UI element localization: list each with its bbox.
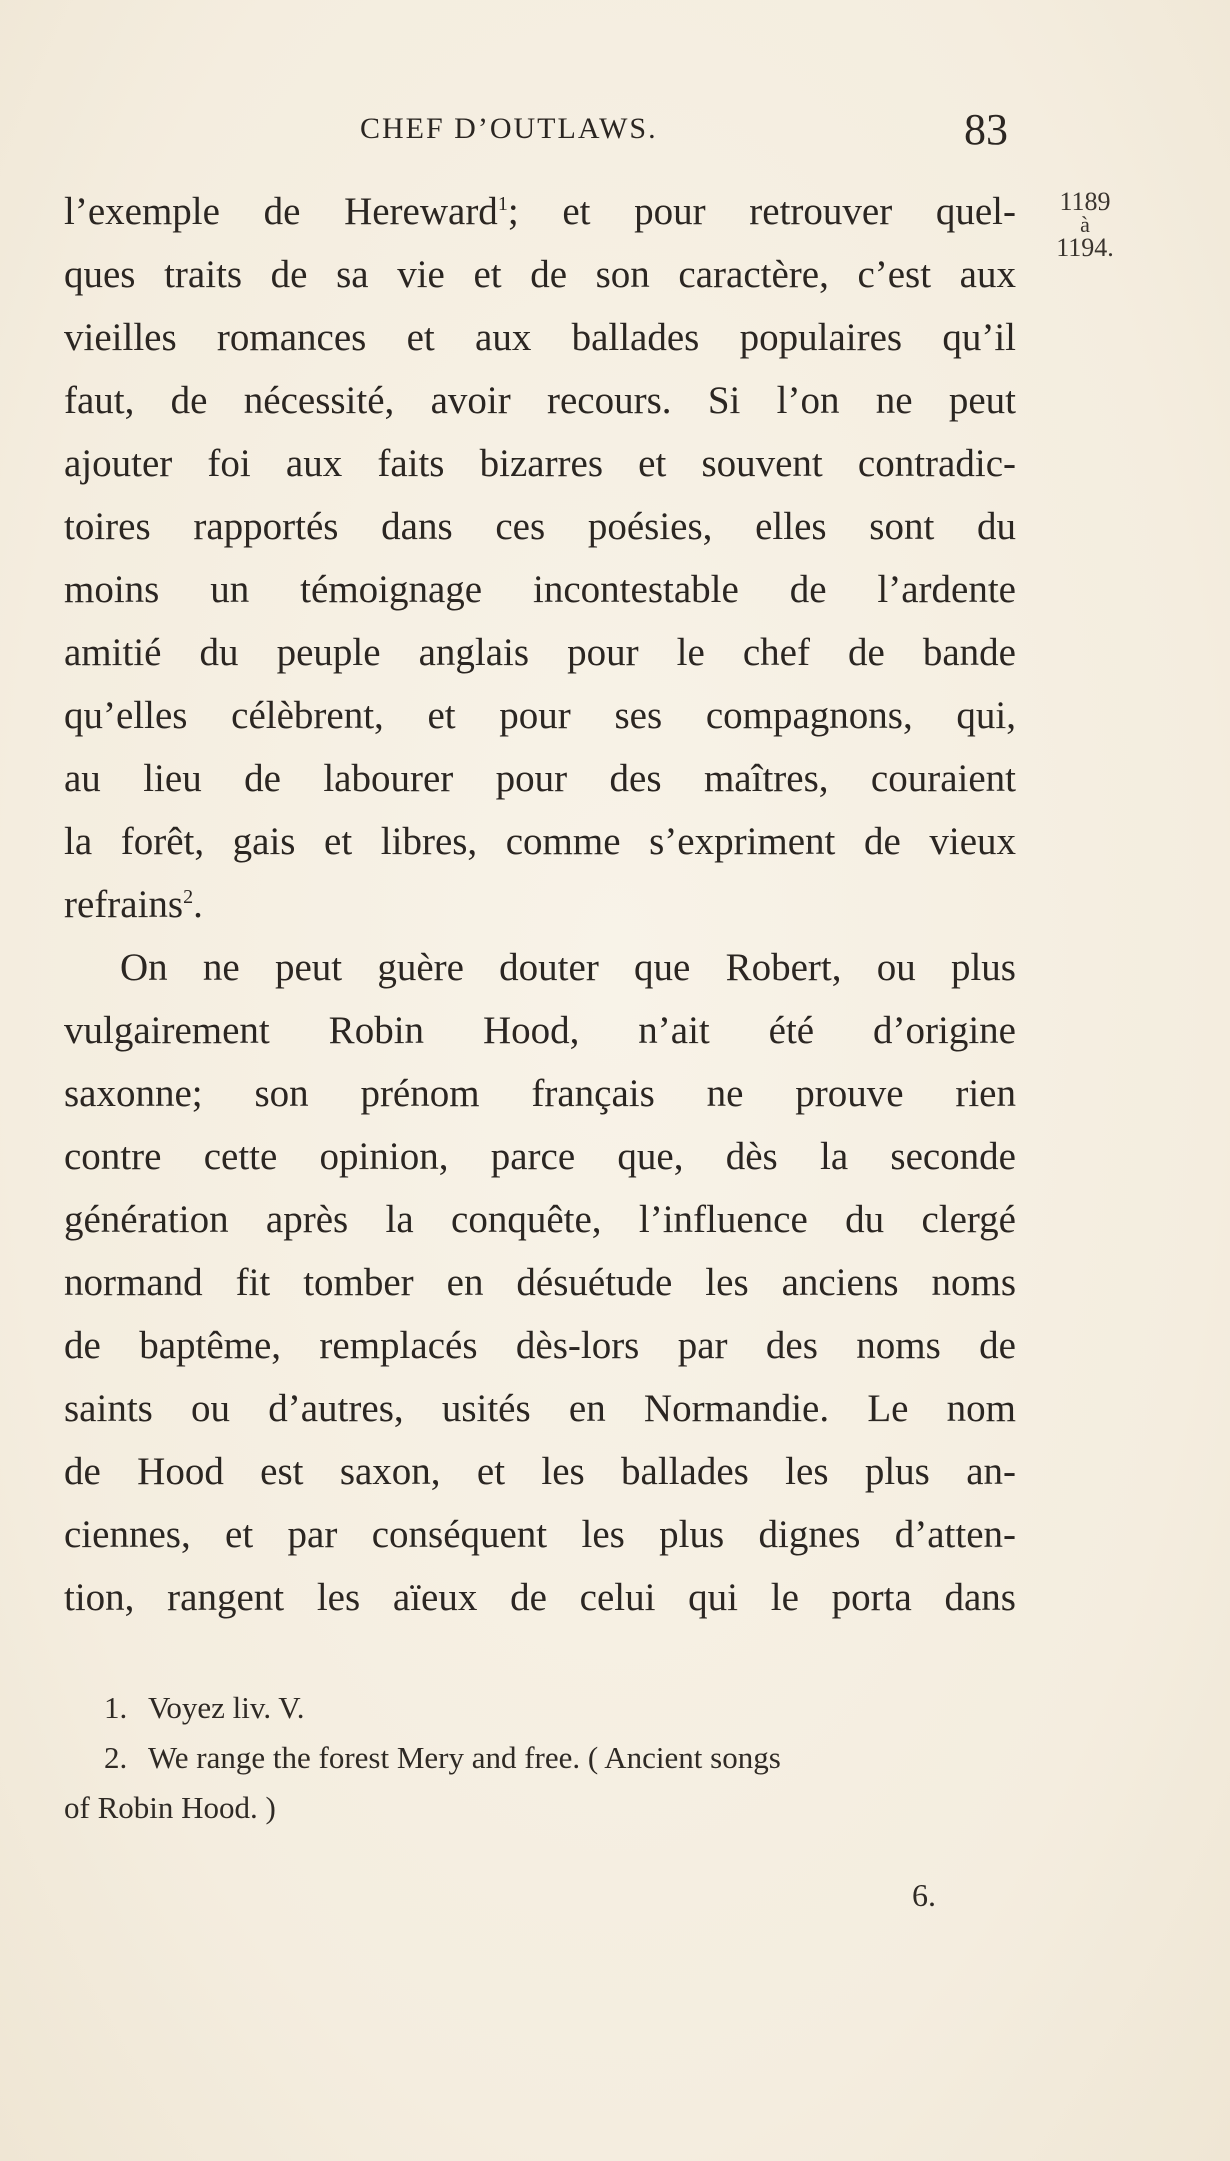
signature-mark: 6.: [912, 1877, 936, 1913]
margin-separator: à: [1080, 212, 1090, 237]
text-line-6: toires rapportés dans ces poésies, elles sont du: [64, 505, 1016, 548]
footnote-ref-1: 1: [497, 193, 508, 215]
text-line-4: faut, de nécessité, avoir recours. Si l’on ne peut: [64, 379, 1016, 422]
text-line-22: ciennes, et par conséquent les plus dignes d’atten-: [64, 1513, 1016, 1556]
running-title: CHEF D’OUTLAWS.: [360, 112, 658, 145]
text-line-8: amitié du peuple anglais pour le chef de bande: [64, 631, 1016, 674]
text-line-10: au lieu de labourer pour des maîtres, couraient: [64, 757, 1016, 800]
body-text: [64, 180, 1016, 1629]
text-line-18: normand fit tomber en désuétude les anciens noms: [64, 1261, 1016, 1304]
footnote-1: [64, 1683, 1024, 1733]
text-line-3: vieilles romances et aux ballades populaires qu’il: [64, 316, 1016, 359]
footnote-text: We range the forest Mery and free. ( Ancient songs: [148, 1740, 781, 1775]
text-line-16: contre cette opinion, parce que, dès la seconde: [64, 1135, 1016, 1178]
text-line-13: On ne peut guère douter que Robert, ou plus: [120, 946, 1016, 989]
text-line-1: l’exemple de Hereward$^1$; et pour retrouver quel-: [64, 190, 1016, 233]
margin-date-note: [1040, 188, 1130, 262]
footnotes: [64, 1683, 1024, 1833]
footnote-ref-2: 2: [183, 886, 194, 908]
footnote-2-continuation: of Robin Hood. ): [64, 1790, 276, 1825]
text-line-11: la forêt, gais et libres, comme s’expriment de vieux: [64, 820, 1016, 863]
text-line-20: saints ou d’autres, usités en Normandie. Le nom: [64, 1387, 1016, 1430]
text-line-7: moins un témoignage incontestable de l’ardente: [64, 568, 1016, 611]
margin-from-year: 1189: [1059, 187, 1111, 216]
text-line-5: ajouter foi aux faits bizarres et souvent contradic-: [64, 442, 1016, 485]
footnote-text: Voyez liv. V.: [148, 1690, 305, 1725]
text-line-19: de baptême, remplacés dès-lors par des noms de: [64, 1324, 1016, 1367]
footnote-2: [64, 1733, 1024, 1783]
text-line-12: refrains$^2$.: [64, 883, 203, 926]
footnote-number: 2.: [104, 1740, 128, 1775]
text-line-2: ques traits de sa vie et de son caractère, c’est aux: [64, 253, 1016, 296]
text-line-9: qu’elles célèbrent, et pour ses compagnons, qui,: [64, 694, 1016, 737]
text-line-14: vulgairement Robin Hood, n’ait été d’origine: [64, 1009, 1016, 1052]
text-line-21: de Hood est saxon, et les ballades les plus an-: [64, 1450, 1016, 1493]
text-line-23: tion, rangent les aïeux de celui qui le porta dans: [64, 1576, 1016, 1619]
footnote-number: 1.: [104, 1690, 128, 1725]
margin-to-year: 1194.: [1056, 233, 1114, 262]
text-line-17: génération après la conquête, l’influence du clergé: [64, 1198, 1016, 1241]
page-number: 83: [964, 105, 1008, 154]
text-line-15: saxonne; son prénom français ne prouve rien: [64, 1072, 1016, 1115]
